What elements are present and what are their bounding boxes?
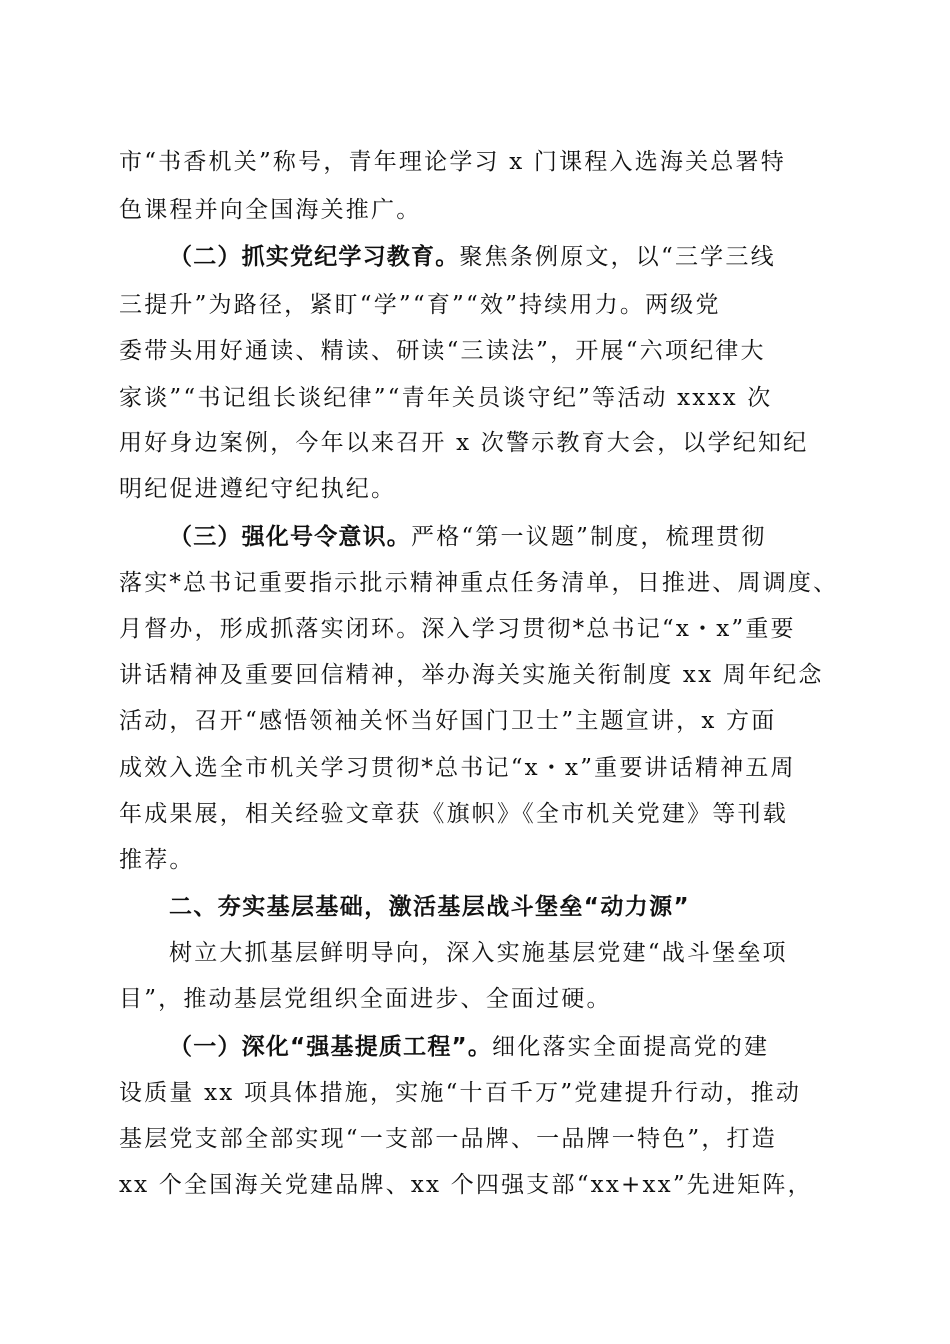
paragraph-line: 色课程并向全国海关推广。 bbox=[119, 197, 422, 223]
paragraph-line: 落实*总书记重要指示批示精神重点任务清单，日推进、周调度、 bbox=[119, 570, 839, 596]
section-heading: （三）强化号令意识。 bbox=[169, 524, 411, 550]
section-heading-line bbox=[169, 242, 831, 272]
paragraph-text: 细化落实全面提高党的建 bbox=[492, 1034, 770, 1060]
paragraph-line: 用好身边案例，今年以来召开 x 次警示教育大会，以学纪知纪 bbox=[119, 430, 809, 456]
paragraph-line: 设质量 xx 项具体措施，实施“十百千万”党建提升行动，推动 bbox=[119, 1080, 802, 1106]
section-heading: （一）深化“强基提质工程”。 bbox=[169, 1034, 493, 1060]
paragraph-line: 目”，推动基层党组织全面进步、全面过硬。 bbox=[119, 986, 612, 1012]
paragraph-line: 基层党支部全部实现“一支部一品牌、一品牌一特色”，打造 bbox=[119, 1126, 777, 1152]
paragraph-line: 树立大抓基层鲜明导向，深入实施基层党建“战斗堡垒项 bbox=[169, 940, 788, 966]
paragraph-line: 成效入选全市机关学习贯彻*总书记“x・x”重要讲话精神五周 bbox=[119, 755, 796, 781]
paragraph-text: 聚焦条例原文，以“三学三线 bbox=[459, 244, 776, 270]
section-heading-line bbox=[169, 522, 831, 552]
paragraph-line: 三提升”为路径，紧盯“学”“育”“效”持续用力。两级党 bbox=[119, 292, 721, 318]
paragraph-line: 活动，召开“感悟领袖关怀当好国门卫士”主题宣讲，x 方面 bbox=[119, 708, 777, 734]
paragraph-line: 年成果展，相关经验文章获《旗帜》《全市机关党建》等刊载 bbox=[119, 801, 788, 827]
paragraph-line: 市“书香机关”称号，青年理论学习 x 门课程入选海关总署特 bbox=[119, 149, 786, 175]
paragraph-line: 家谈”“书记组长谈纪律”“青年关员谈守纪”等活动 xxxx 次 bbox=[119, 385, 773, 411]
paragraph-line: 明纪促进遵纪守纪执纪。 bbox=[119, 476, 397, 502]
section-heading: （二）抓实党纪学习教育。 bbox=[169, 244, 460, 270]
paragraph-line: 月督办，形成抓落实闭环。深入学习贯彻*总书记“x・x”重要 bbox=[119, 616, 796, 642]
paragraph-line: xx 个全国海关党建品牌、xx 个四强支部“xx+xx”先进矩阵， bbox=[119, 1172, 813, 1198]
part-heading: 二、夯实基层基础，激活基层战斗堡垒“动力源” bbox=[169, 894, 691, 920]
paragraph-text: 严格“第一议题”制度，梳理贯彻 bbox=[411, 524, 767, 550]
paragraph-line: 讲话精神及重要回信精神，举办海关实施关衔制度 xx 周年纪念 bbox=[119, 662, 824, 688]
paragraph-line: 委带头用好通读、精读、研读“三读法”，开展“六项纪律大 bbox=[119, 338, 766, 364]
section-heading-line bbox=[169, 1032, 831, 1062]
paragraph-line: 推荐。 bbox=[119, 847, 195, 873]
